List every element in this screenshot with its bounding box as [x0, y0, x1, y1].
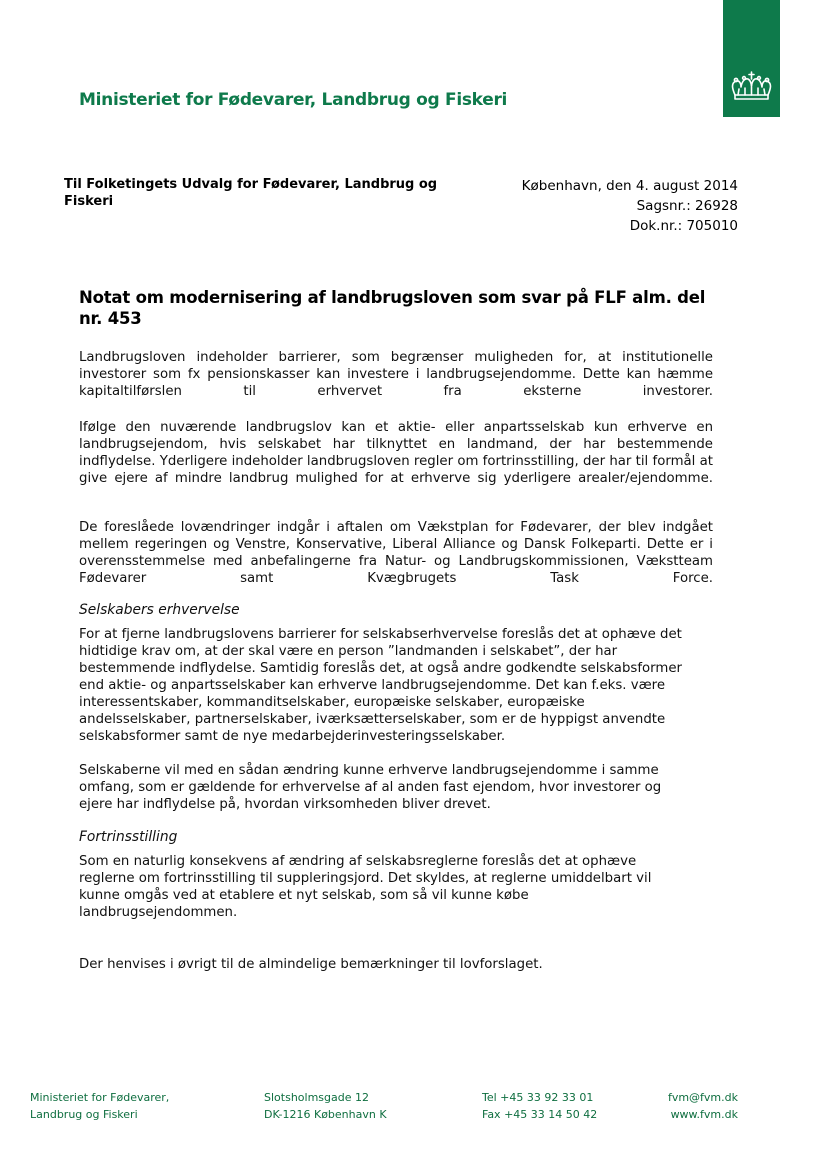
paragraph-line: Som en naturlig konsekvens af ændring af selskabsreglerne foreslås det at ophæve [79, 854, 637, 869]
paragraph: Landbrugsloven indeholder barrierer, som begrænser muligheden for, at institutionelle investorer som fx pensionskasser kan investere i landbrugsejendomme. Dette kan hæmme kapitaltilførslen til erhvervet fra eksterne investorer. [79, 350, 713, 399]
paragraph-line: end aktie- og anpartsselskaber kan erhverve landbrugsejendomme. Det kan f.eks. være [79, 678, 665, 693]
paragraph [79, 853, 713, 921]
footer-phone [482, 1089, 597, 1123]
paragraph-line: omfang, som er gældende for erhvervelse af al anden fast ejendom, hvor investorer og [79, 780, 662, 795]
footer-line: Slotsholmsgade 12 [264, 1091, 369, 1104]
paragraph-line: hidtidige krav om, at der skal være en person ”landmanden i selskabet”, der har [79, 644, 618, 659]
paragraph-line: Selskaberne vil med en sådan ændring kunne erhverve landbrugsejendomme i samme [79, 763, 659, 778]
footer-email-link[interactable]: fvm@fvm.dk [667, 1091, 738, 1104]
paragraph: Ifølge den nuværende landbrugslov kan et aktie- eller anpartsselskab kun erhverve en landbrugsejendom, hvis selskabet har tilknyttet en landmand, der har bestemmende indflydelse. Yderligere indeholder landbrugsloven regler om fortrinsstilling, der har til formål at give ejere af mindre landbrug mulighed for at erhverve sig yderligere arealer/ejendomme. [79, 420, 713, 486]
paragraph [79, 762, 713, 813]
footer-line: Ministeriet for Fødevarer, [30, 1091, 170, 1104]
ministry-logo [723, 0, 780, 117]
recipient: Til Folketingets Udvalg for Fødevarer, Landbrug og Fiskeri [64, 177, 438, 209]
section-heading: Fortrinsstilling [79, 829, 178, 845]
paragraph-line: selskabsformer samt de nye medarbejderinvesteringsselskaber. [79, 729, 506, 744]
footer-contact [668, 1089, 738, 1123]
paragraph-line: For at fjerne landbrugslovens barrierer for selskabserhvervelse foreslås det at ophæve det [79, 627, 682, 642]
document-meta [522, 176, 738, 236]
paragraph-line: landbrugsejendommen. [79, 905, 238, 920]
paragraph-line: bestemmende indflydelse. Samtidig foreslås det, at også andre godkendte selskabsformer [79, 661, 682, 676]
footer-address [264, 1089, 387, 1123]
footer-line: Landbrug og Fiskeri [30, 1108, 138, 1121]
footer-website-link[interactable]: www.fvm.dk [670, 1108, 738, 1121]
footer-line: Fax +45 33 14 50 42 [482, 1108, 598, 1121]
paragraph-line: ejere har indflydelse på, hvordan virksomheden bliver drevet. [79, 797, 491, 812]
paragraph [79, 626, 713, 745]
place-date: København, den 4. august 2014 [521, 178, 738, 194]
crown-icon [728, 68, 775, 104]
paragraph-line: interessentskaber, kommanditselskaber, europæiske selskaber, europæiske [79, 695, 585, 710]
paragraph: Der henvises i øvrigt til de almindelige bemærkninger til lovforslaget. [79, 957, 543, 972]
footer-ministry [30, 1089, 169, 1123]
footer-line: DK-1216 København K [264, 1108, 387, 1121]
ministry-name: Ministeriet for Fødevarer, Landbrug og Fiskeri [79, 90, 508, 110]
case-number: Sagsnr.: 26928 [636, 198, 738, 214]
paragraph-line: andelsselskaber, partnerselskaber, iværksætterselskaber, som er de hyppigst anvendte [79, 712, 666, 727]
footer-line: Tel +45 33 92 33 01 [482, 1091, 594, 1104]
paragraph: De foreslåede lovændringer indgår i aftalen om Vækstplan for Fødevarer, der blev indgået mellem regeringen og Venstre, Konservative, Liberal Alliance og Dansk Folkeparti. Dette er i overensstemmelse med anbefalingerne fra Natur- og Landbrugskommissionen, Vækstteam Fødevarer samt Kvægbrugets Task Force. [79, 520, 713, 586]
paragraph-line: reglerne om fortrinsstilling til suppleringsjord. Det skyldes, at reglerne umiddelbart vil [79, 871, 652, 886]
section-heading: Selskabers erhvervelse [79, 602, 240, 618]
paragraph-line: kunne omgås ved at etablere et nyt selskab, som så vil kunne købe [79, 888, 529, 903]
document-number: Dok.nr.: 705010 [629, 218, 738, 234]
document-title: Notat om modernisering af landbrugsloven som svar på FLF alm. del nr. 453 [79, 288, 706, 328]
